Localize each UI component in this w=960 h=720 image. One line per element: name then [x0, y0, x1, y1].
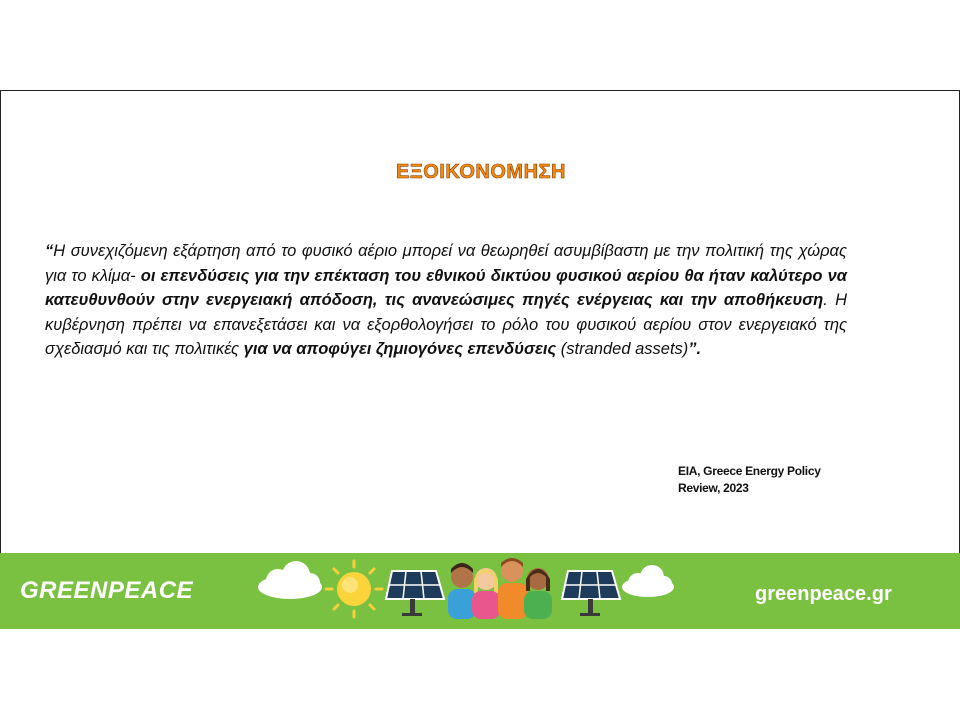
quote-close-mark: ”. [688, 340, 702, 359]
quote-part-2: . Η κυβέρνηση πρέπει να επανεξετάσει και να εξορθολογήσει το ρόλο του φυσικού αερίου στον ενεργειακό της σχεδιασμό και τις πολιτικές [45, 291, 847, 359]
quote-part-3: (stranded assets) [556, 340, 689, 359]
quote-bold-2: για να αποφύγει ζημιογόνες επενδύσεις [243, 340, 557, 359]
slide [0, 90, 960, 553]
source-citation [678, 463, 821, 497]
quote-open-mark: “ [45, 242, 54, 260]
quote-text [45, 239, 847, 362]
quote-part-1: Η συνεχιζόμενη εξάρτηση από το φυσικό αέριο μπορεί να θεωρηθεί ασυμβίβαστη με την πολιτική της χώρας για το κλίμα- [45, 242, 847, 285]
renewable-energy-illustration [250, 553, 680, 629]
source-line-2: Review, 2023 [678, 481, 749, 495]
slide-title: ΕΞΟΙΚΟΝΟΜΗΣΗ [396, 161, 566, 183]
quote-bold-1: οι επενδύσεις για την επέκταση του εθνικού δικτύου φυσικού αερίου θα ήταν καλύτερο να κατευθυνθούν στην ενεργειακή απόδοση, τις ανανεώσιμες πηγές ενέργειας και την αποθήκευση [45, 266, 847, 310]
greenpeace-logo: GREENPEACE [20, 577, 194, 604]
source-line-1: EIA, Greece Energy Policy [678, 464, 821, 478]
people-group-icon [448, 558, 552, 619]
footer-band [0, 553, 960, 629]
cloud-icon [258, 561, 322, 599]
sun-icon [326, 561, 382, 617]
cloud-icon [622, 565, 674, 597]
website-url: greenpeace.gr [755, 583, 892, 605]
solar-panel-icon [386, 571, 444, 616]
solar-panel-icon [562, 571, 620, 616]
